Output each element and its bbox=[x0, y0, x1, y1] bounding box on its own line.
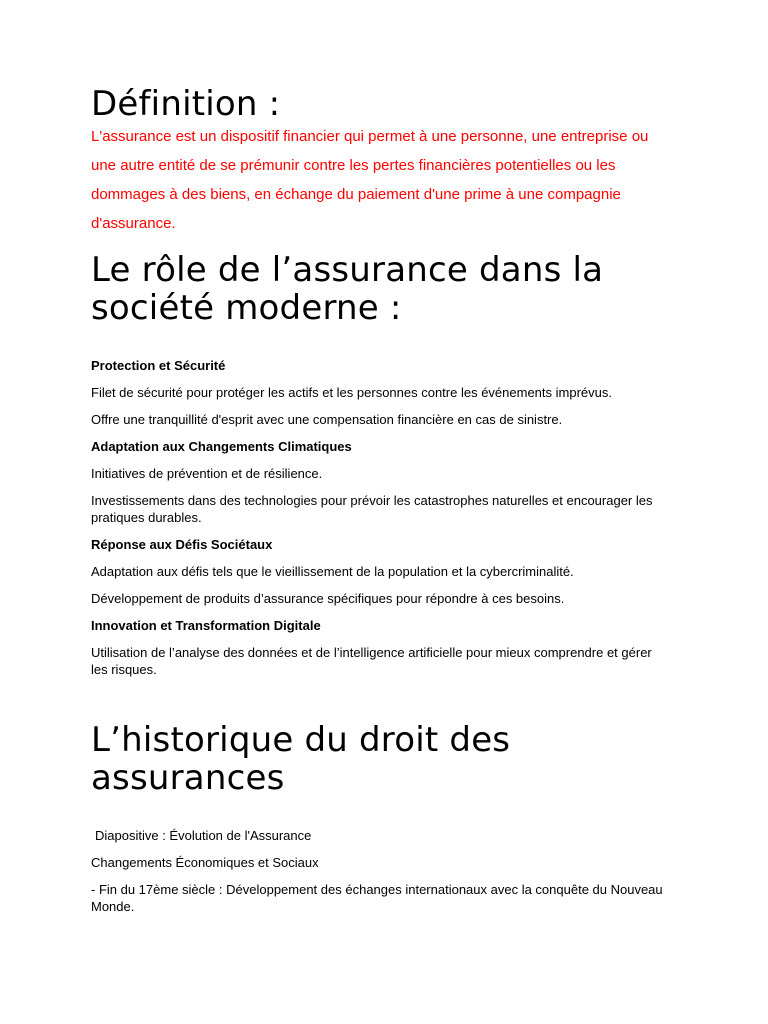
history-paragraph: Changements Économiques et Sociaux bbox=[91, 855, 319, 870]
section-paragraph: Adaptation aux défis tels que le vieillissement de la population et la cybercriminalité. bbox=[91, 564, 574, 579]
definition-heading: Définition : bbox=[91, 84, 281, 124]
history-paragraph: Diapositive : Évolution de l'Assurance bbox=[95, 828, 312, 843]
section-title: Protection et Sécurité bbox=[91, 358, 226, 373]
definition-text: L'assurance est un dispositif financier qui permet à une personne, une entreprise ou une autre entité de se prémunir contre les pertes financières potentielles ou les dommages à des biens, en échange du paiement d'une prime à une compagnie d'assurance. bbox=[91, 128, 649, 232]
section-title: Adaptation aux Changements Climatiques bbox=[91, 439, 352, 454]
section-paragraph: Offre une tranquillité d'esprit avec une compensation financière en cas de sinistre. bbox=[91, 412, 563, 427]
history-section bbox=[91, 827, 671, 925]
history-paragraph: - Fin du 17ème siècle : Développement des échanges internationaux avec la conquête du Nouveau Monde. bbox=[91, 882, 663, 914]
section-paragraph: Utilisation de l’analyse des données et de l’intelligence artificielle pour mieux comprendre et gérer les risques. bbox=[91, 645, 652, 677]
history-heading: L’historique du droit des assurances bbox=[91, 720, 511, 798]
section-paragraph: Filet de sécurité pour protéger les actifs et les personnes contre les événements imprévus. bbox=[91, 385, 612, 400]
section-title: Réponse aux Défis Sociétaux bbox=[91, 537, 273, 552]
section-paragraph: Développement de produits d’assurance spécifiques pour répondre à ces besoins. bbox=[91, 591, 565, 606]
section-paragraph: Investissements dans des technologies pour prévoir les catastrophes naturelles et encourager les pratiques durables. bbox=[91, 493, 653, 525]
role-heading: Le rôle de l’assurance dans la société moderne : bbox=[91, 250, 604, 328]
role-section bbox=[91, 357, 671, 688]
section-title: Innovation et Transformation Digitale bbox=[91, 618, 321, 633]
section-paragraph: Initiatives de prévention et de résilience. bbox=[91, 466, 323, 481]
